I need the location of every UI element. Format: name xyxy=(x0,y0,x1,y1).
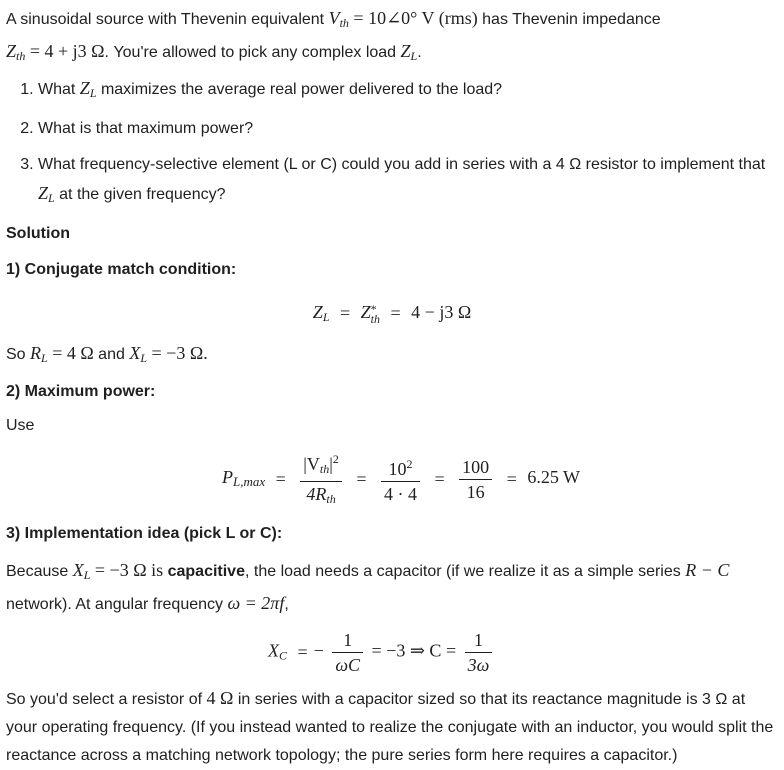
zl-symbol: $Z_L$ xyxy=(400,41,418,63)
max-power-equation: $P_{L,max}$ = $\frac{|V_{th}|^2}{4R_{th}}$ = $\frac{10^2}{4 \cdot 4}$ = $\frac{100}{16}$ = 6.25 W xyxy=(222,448,778,510)
solution-title: Solution xyxy=(6,225,70,242)
section-2-title: 2) Maximum power: xyxy=(6,383,156,400)
problem-text-2: has Thevenin impedance xyxy=(477,11,661,28)
use-text: Use xyxy=(6,417,35,434)
section-3-title: 3) Implementation idea (pick L or C): xyxy=(6,525,283,542)
load-values: So $R_L = 4$ Ω and $X_L = -3$ Ω. xyxy=(6,343,208,365)
section-1-title: 1) Conjugate match condition: xyxy=(6,261,237,278)
zth-symbol: $Z_{th}$ xyxy=(6,41,26,63)
conjugate-equation: $Z_L = Z$ * th = 4 − j3 Ω xyxy=(312,301,472,326)
question-item: 3. What frequency-selective element (L or C) could you add in series with a 4 Ω resistor to implement that $Z_L$ at the given frequency? xyxy=(38,151,778,212)
question-list xyxy=(6,74,778,212)
problem-text-3: . You're allowed to pick any complex load xyxy=(104,44,401,61)
problem-text-end: . xyxy=(417,44,422,61)
question-item: 1. What $Z_L$ maximizes the average real power delivered to the load? xyxy=(38,74,778,107)
capacitor-equation: $X_C$ = − $\frac{1}{\omega C}$ = −3 ⇒ C = $\frac{1}{3\omega}$ xyxy=(268,629,778,676)
vth-value: = 10∠0° V (rms) xyxy=(348,8,478,28)
final-summary: So you'd select a resistor of 4 Ω in series with a capacitor sized so that its reactance magnitude is 3 Ω at your operating frequency. (If you instead wanted to realize the conjugate with an inductor, you would split the reactance across a matching network topology; the pure series form here requires a capacitor.) xyxy=(6,688,774,764)
capacitive-explanation: Because $X_L = -3$ Ω is capacitive, the load needs a capacitor (if we realize it as a simple series R − C network). At angular frequency ω = 2πf, xyxy=(6,560,730,613)
zth-value: = 4 + j3 Ω xyxy=(25,41,105,61)
vth-symbol: $V_{th}$ xyxy=(328,8,349,30)
problem-text-1: A sinusoidal source with Thevenin equivalent xyxy=(6,11,329,28)
question-item: 2. What is that maximum power? xyxy=(38,115,778,143)
problem-statement xyxy=(6,4,778,70)
